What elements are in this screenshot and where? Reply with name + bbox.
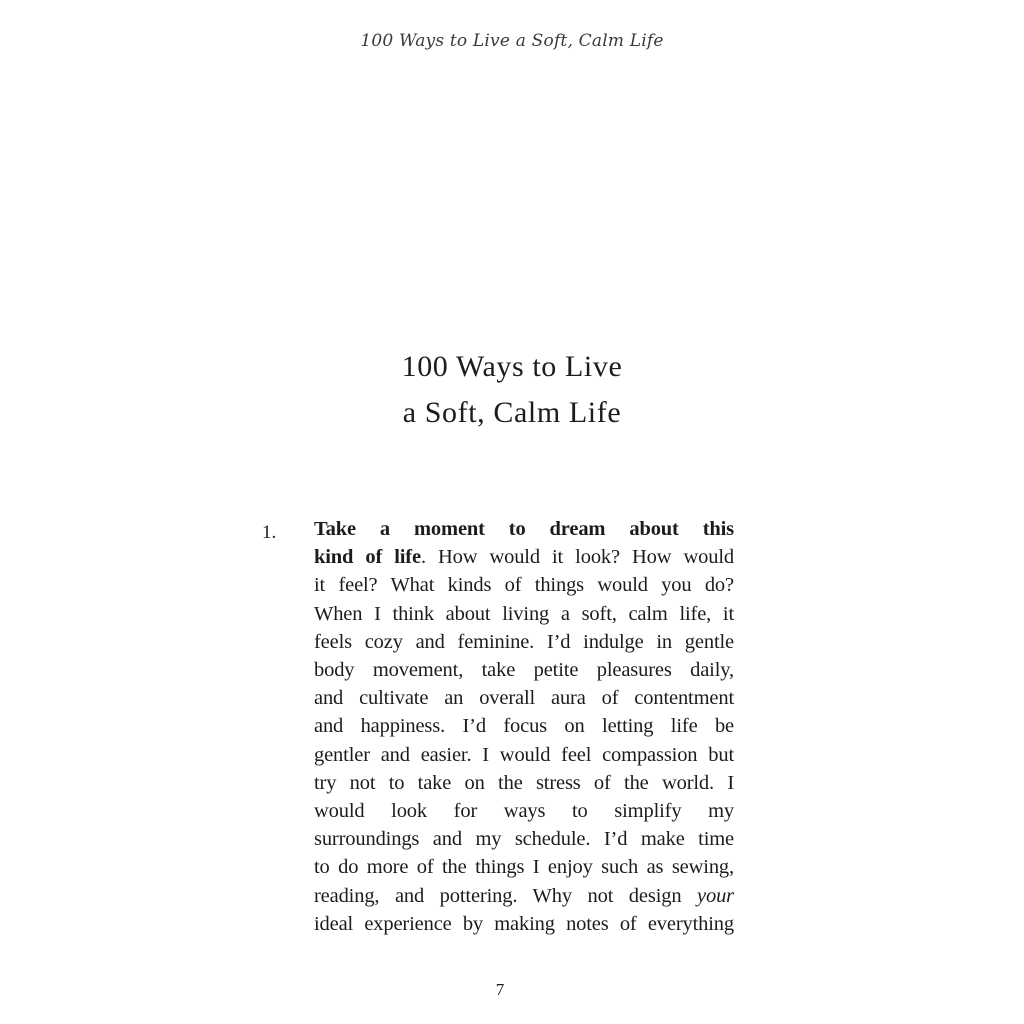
body-line: ideal experience by making notes of everything: [314, 912, 734, 935]
body-line: to do more of the things I enjoy such as sewing,: [314, 856, 734, 879]
item-heading: kind of life: [314, 546, 421, 569]
emphasis-text: your: [697, 884, 734, 907]
item-heading: Take a moment to dream about this: [314, 518, 734, 540]
body-line: surroundings and my schedule. I’d make time: [314, 828, 734, 851]
body-line: it feel? What kinds of things would you do?: [314, 574, 734, 597]
body-text: reading, and pottering. Why not design: [314, 884, 698, 907]
chapter-title: [0, 344, 1024, 436]
list-item-number: 1.: [262, 522, 277, 543]
body-line: try not to take on the stress of the world. I: [314, 771, 734, 794]
body-line: gentler and easier. I would feel compassion but: [314, 743, 734, 766]
body-line: feels cozy and feminine. I’d indulge in gentle: [314, 630, 734, 653]
chapter-title-line-1: 100 Ways to Live: [401, 350, 623, 383]
chapter-title-line-2: a Soft, Calm Life: [402, 396, 622, 429]
body-line: and cultivate an overall aura of contentment: [314, 687, 734, 710]
body-line: [314, 543, 734, 571]
body-line: When I think about living a soft, calm life, it: [314, 602, 734, 625]
body-line: [314, 515, 734, 543]
body-line: body movement, take petite pleasures daily,: [314, 659, 734, 682]
body-line: [314, 882, 734, 910]
list-item-body: [314, 515, 734, 938]
body-text: . How would it look? How would: [420, 546, 735, 569]
running-header: 100 Ways to Live a Soft, Calm Life: [360, 31, 664, 51]
page-number: 7: [495, 980, 505, 999]
body-line: would look for ways to simplify my: [314, 800, 734, 823]
body-line: and happiness. I’d focus on letting life be: [314, 715, 734, 738]
